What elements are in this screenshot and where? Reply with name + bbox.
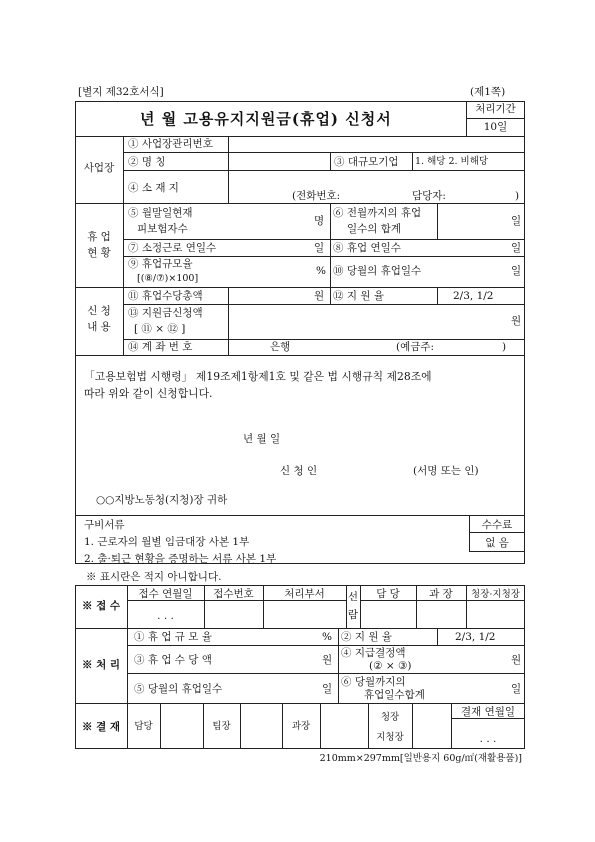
- process-p1-unit: %: [322, 631, 332, 643]
- receipt-label: ※ 접 수: [81, 600, 121, 612]
- approval-chief-sign[interactable]: [321, 704, 367, 748]
- process-p4a: ④ 지급결정액: [341, 647, 406, 659]
- process-p5-unit: 일: [322, 683, 333, 695]
- approval-staff: 담당: [134, 721, 153, 732]
- large-company-options[interactable]: 1. 해당 2. 비해당: [415, 156, 489, 167]
- phone-close: ): [515, 190, 520, 202]
- approval-head-1: 청장: [380, 712, 400, 723]
- review-char-2: 람: [347, 609, 359, 621]
- form-number: [별지 제32호서식]: [78, 86, 164, 98]
- manager-label: 담당자:: [412, 190, 446, 202]
- processing-period-value: 10일: [483, 121, 508, 133]
- receipt-dept-col: 처리부서: [284, 588, 325, 600]
- field-f10: ⑩ 당월의 휴업일수: [333, 265, 422, 277]
- process-p6-unit: 일: [511, 683, 522, 695]
- section-status-2: 현 황: [87, 247, 111, 259]
- process-label: ※ 처 리: [81, 659, 121, 671]
- f10-unit: 일: [511, 265, 522, 277]
- field-f12: ⑫ 지 원 율: [333, 290, 384, 302]
- paper-spec-footer: 210mm×297mm[일반용지 60g/㎡(재활용품)]: [319, 753, 522, 764]
- approval-date-label: 결재 연월일: [460, 706, 516, 718]
- note-text: ※ 표시란은 적지 아니합니다.: [86, 571, 222, 583]
- process-p3-unit: 원: [322, 654, 333, 666]
- process-p3: ③ 휴 업 수 당 액: [134, 654, 212, 666]
- process-p2-value: 2/3, 1/2: [455, 631, 496, 643]
- f7-unit: 일: [314, 242, 325, 254]
- approval-head-sign[interactable]: [413, 704, 450, 748]
- f13-unit: 원: [511, 315, 522, 327]
- f11-unit: 원: [314, 290, 325, 302]
- approval-staff-sign[interactable]: [161, 704, 202, 748]
- process-p6a: ⑥ 당월까지의: [341, 676, 406, 688]
- process-p6b: 휴업일수합계: [364, 689, 425, 701]
- f8-unit: 일: [511, 242, 522, 254]
- receipt-head-col: 청장·지청장: [471, 589, 520, 600]
- doc-item-1: 1. 근로자의 월별 임금대장 사본 1부: [84, 536, 250, 548]
- section-apply-2: 내 용: [87, 321, 111, 333]
- process-p5: ⑤ 당월의 휴업일수: [134, 683, 223, 695]
- field-f9a: ⑨ 휴업규모율: [128, 258, 193, 270]
- field-f6b: 일수의 합계: [347, 223, 402, 235]
- receipt-staff-col: 담 당: [376, 588, 400, 600]
- process-p1: ① 휴 업 규 모 율: [134, 631, 212, 643]
- section-status-1: 휴 업: [87, 231, 111, 243]
- approval-head-2: 지청장: [376, 732, 404, 743]
- application-date: 년 월 일: [243, 433, 281, 445]
- process-p2: ② 지 원 율: [341, 631, 392, 643]
- business-name-input[interactable]: [229, 153, 329, 169]
- page-number: (제1쪽): [470, 86, 506, 98]
- field-f14: ⑭ 계 좌 번 호: [128, 341, 193, 353]
- f9-unit: %: [316, 265, 326, 277]
- receipt-chief-col: 과 장: [429, 588, 453, 600]
- statement-line-2: 따라 위와 같이 신청합니다.: [84, 387, 213, 400]
- review-char-1: 선: [347, 591, 359, 603]
- field-f5b: 피보험자수: [137, 223, 188, 235]
- approval-date-dots: . . .: [479, 733, 497, 745]
- approval-team: 팀장: [212, 721, 231, 732]
- receipt-date-col: 접수 연월일: [138, 588, 193, 600]
- mgmt-no-input[interactable]: [229, 137, 524, 151]
- depositor-close: ): [502, 341, 507, 353]
- field-f9b: [(⑧/⑦)×100]: [137, 273, 199, 284]
- receipt-date-dots: . . .: [157, 610, 174, 622]
- field-address: ④ 소 재 지: [128, 182, 179, 194]
- statement-line-1: 「고용보험법 시행령」 제19조제1항제1호 및 같은 법 시행규칙 제28조에: [84, 370, 432, 383]
- field-large-company: ③ 대규모기업: [334, 156, 399, 168]
- signature-label: (서명 또는 인): [413, 465, 479, 477]
- process-p4-unit: 원: [511, 654, 522, 666]
- approval-label: ※ 결 재: [81, 721, 121, 733]
- field-f13a: ⑬ 지원금신청액: [128, 307, 203, 319]
- processing-period-label: 처리기간: [475, 103, 516, 115]
- doc-item-2: 2. 출·퇴근 현황을 증명하는 서류 사본 1부: [84, 553, 277, 565]
- section-apply-1: 신 청: [87, 305, 111, 317]
- fee-value: 없 음: [485, 537, 509, 549]
- approval-team-sign[interactable]: [241, 704, 281, 748]
- section-business: 사업장: [83, 162, 115, 174]
- field-mgmt-no: ① 사업장관리번호: [128, 138, 213, 150]
- f5-unit: 명: [314, 215, 325, 227]
- process-p4b: (② × ③): [369, 660, 412, 672]
- bank-label: 은행: [270, 341, 291, 353]
- field-f11: ⑪ 휴업수당총액: [128, 290, 203, 302]
- form-title: 년 월 고용유지지원금(휴업) 신청서: [140, 110, 392, 128]
- receipt-no-col: 접수번호: [213, 588, 254, 600]
- field-f5a: ⑤ 월말일현재: [128, 207, 193, 219]
- depositor-label: (예금주:: [396, 341, 435, 353]
- approval-chief: 과장: [291, 721, 311, 732]
- applicant-label: 신 청 인: [280, 465, 318, 477]
- docs-label: 구비서류: [84, 519, 125, 531]
- f6-unit: 일: [511, 215, 522, 227]
- field-business-name: ② 명 칭: [128, 156, 166, 168]
- recipient: ○○지방노동청(지청)장 귀하: [96, 494, 228, 506]
- address-input[interactable]: [229, 171, 524, 187]
- field-f13b: [ ⑪ × ⑫ ]: [134, 323, 186, 335]
- phone-label: (전화번호:: [292, 190, 341, 202]
- fee-label: 수수료: [481, 519, 513, 531]
- field-f6a: ⑥ 전월까지의 휴업: [333, 207, 422, 219]
- field-f7: ⑦ 소정근로 연일수: [128, 242, 217, 254]
- f12-value: 2/3, 1/2: [453, 290, 494, 302]
- field-f8: ⑧ 휴업 연일수: [333, 242, 401, 254]
